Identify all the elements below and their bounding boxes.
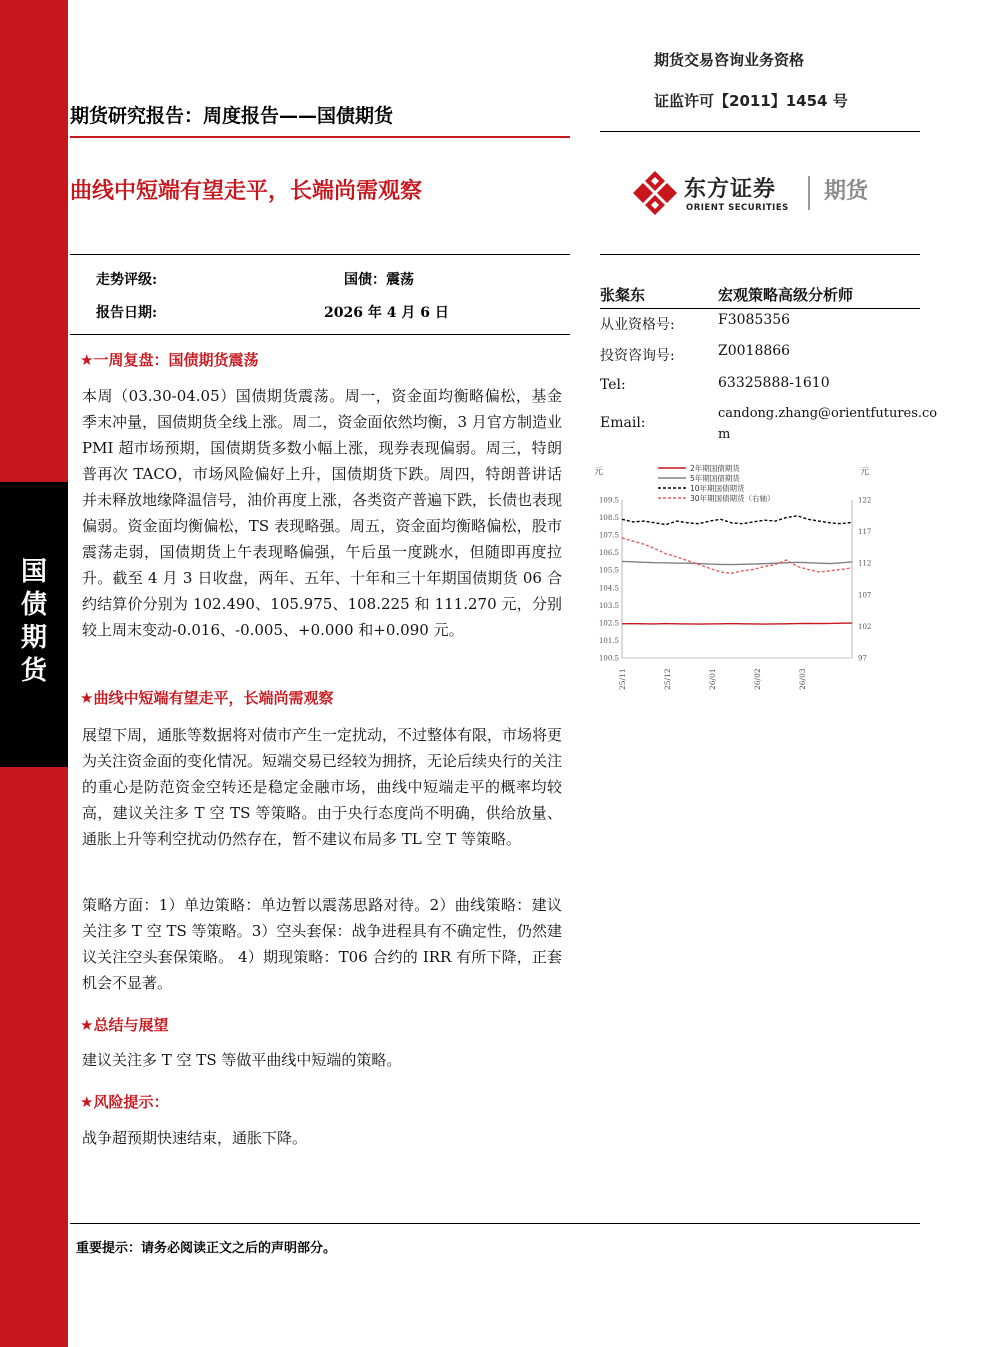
qualification-text: 期货交易咨询业务资格: [654, 51, 805, 69]
series-line: [622, 538, 852, 573]
legend-label: 5年期国债期货: [690, 474, 740, 483]
y-axis-left-unit: 元: [594, 467, 604, 477]
license-text: 证监许可【2011】1454 号: [654, 92, 848, 110]
divider: [600, 308, 920, 309]
y-tick-label-right: 97: [858, 654, 867, 663]
x-tick-label: 26/02: [753, 668, 762, 690]
chart-legend: [658, 463, 775, 503]
section-paragraph: 展望下周，通胀等数据将对债市产生一定扰动，不过整体有限，市场将更为关注资金面的变化情况。短端交易已经较为拥挤，无论后续央行的关注的重心是防范资金空转还是稳定金融市场，曲线中短端走平的概率均较高，建议关注多 T 空 TS 等策略。由于央行态度尚不明确，供给放量、通胀上升等利空扰动仍然存在，暂不建议布局多 TL 空 T 等策略。: [82, 726, 563, 848]
series-line: [622, 623, 852, 624]
analyst-field-label: Tel:: [600, 377, 626, 393]
section-heading: ★风险提示：: [80, 1093, 169, 1111]
analyst-email-link[interactable]: candong.zhang@orientfutures.co: [718, 406, 938, 421]
logo-name-en: ORIENT SECURITIES: [686, 203, 789, 213]
y-tick-label-left: 108.5: [598, 514, 619, 523]
legend-label: 10年期国债期货: [690, 484, 745, 493]
title-underline: [70, 136, 570, 138]
chart-lines: [622, 516, 852, 624]
logo-name-cn: 东方证券: [684, 177, 777, 202]
logo-division: 期货: [824, 179, 869, 204]
section-heading: ★曲线中短端有望走平，长端尚需观察: [80, 689, 334, 707]
category-char: 货: [20, 656, 47, 686]
analyst-field-label: Email:: [600, 415, 646, 431]
diamond-logo-icon: [632, 170, 678, 216]
legend-label: 30年期国债期货（右轴）: [690, 494, 775, 503]
category-char: 债: [20, 590, 47, 620]
y-tick-label-left: 106.5: [598, 549, 619, 558]
section-paragraph: 策略方面：1）单边策略：单边暂以震荡思路对待。2）曲线策略：建议关注多 T 空 TS 等策略。3）空头套保：战争进程具有不确定性，仍然建议关注空头套保策略。 4）期现策略：T06 合约的 IRR 有所下降，正套机会不显著。: [82, 896, 562, 992]
bond-futures-chart: [590, 460, 890, 700]
section-paragraph: 战争超预期快速结束，通胀下降。: [82, 1129, 308, 1147]
y-tick-label-right: 122: [858, 496, 872, 505]
disclaimer-note: 重要提示：请务必阅读正文之后的声明部分。: [76, 1241, 337, 1256]
y-tick-label-left: 103.5: [598, 601, 619, 610]
analyst-email-link[interactable]: m: [718, 427, 731, 442]
y-tick-label-left: 100.5: [598, 654, 619, 663]
report-type-title: 期货研究报告：周度报告——国债期货: [70, 105, 394, 127]
orient-securities-logo: [632, 170, 892, 220]
divider: [600, 131, 920, 132]
x-tick-label: 26/01: [708, 668, 717, 690]
x-tick-label: 26/03: [798, 668, 807, 690]
y-tick-label-left: 102.5: [598, 619, 619, 628]
x-tick-label: 25/12: [663, 668, 672, 690]
rating-value: 国债：震荡: [344, 272, 414, 288]
y-tick-label-left: 105.5: [598, 566, 619, 575]
footer-divider: [70, 1223, 920, 1224]
divider: [70, 254, 570, 255]
y-axis-right-unit: 元: [860, 467, 870, 477]
y-tick-label-left: 109.5: [598, 496, 619, 505]
analyst-name: 张粲东: [600, 286, 646, 304]
category-label: [0, 556, 68, 688]
category-char: 期: [20, 623, 47, 653]
divider: [600, 254, 920, 255]
section-heading: ★一周复盘：国债期货震荡: [80, 351, 259, 369]
date-value: 2026 年 4 月 6 日: [324, 305, 449, 321]
rating-label: 走势评级:: [96, 272, 158, 288]
analyst-field-label: 投资咨询号:: [600, 348, 675, 364]
divider: [70, 334, 570, 335]
y-tick-label-left: 101.5: [598, 636, 619, 645]
date-label: 报告日期:: [96, 305, 158, 321]
series-line: [622, 516, 852, 525]
y-tick-label-right: 102: [858, 622, 872, 631]
category-char: 国: [20, 557, 47, 587]
y-tick-label-right: 117: [858, 528, 872, 537]
analyst-field-value: 63325888-1610: [718, 375, 830, 391]
section-paragraph: 本周（03.30-04.05）国债期货震荡。周一，资金面均衡略偏松，基金季末冲量，国债期货全线上涨。周二，资金面依然均衡，3 月官方制造业 PMI 超市场预期，国债期货多数小幅上涨，现券表现偏弱。周三，特朗普再次 TACO，市场风险偏好上升，国债期货下跌。周四，特朗普讲话并未释放地缘降温信号，油价再度上涨，各类资产普遍下跌，长债也表现偏弱。资金面均衡偏松，TS 表现略强。周五，资金面均衡略偏松，股市震荡走弱，国债期货上午表现略偏强，午后虽一度跳水，但随即再度拉升。截至 4 月 3 日收盘，两年、五年、十年和三十年期国债期货 06 合约结算价分别为 102.490、105.975、108.225 和 111.270 元，分别较上周末变动-0.016、-0.005、+0.000 和+0.090 元。: [82, 387, 563, 639]
report-headline: 曲线中短端有望走平，长端尚需观察: [70, 179, 423, 204]
logo-separator: [808, 176, 810, 210]
analyst-field-value: Z0018866: [718, 343, 791, 359]
analyst-title: 宏观策略高级分析师: [718, 286, 854, 304]
section-heading: ★总结与展望: [80, 1016, 169, 1034]
section-paragraph: 建议关注多 T 空 TS 等做平曲线中短端的策略。: [82, 1051, 402, 1069]
legend-label: 2年期国债期货: [690, 464, 740, 473]
y-tick-label-right: 112: [858, 559, 872, 568]
chart-canvas: [590, 460, 890, 700]
y-tick-label-left: 104.5: [598, 584, 619, 593]
series-line: [622, 561, 852, 564]
x-tick-label: 25/11: [618, 668, 627, 690]
analyst-field-value: F3085356: [718, 312, 791, 328]
y-tick-label-left: 107.5: [598, 531, 619, 540]
analyst-field-label: 从业资格号:: [600, 317, 675, 333]
y-tick-label-right: 107: [858, 591, 872, 600]
